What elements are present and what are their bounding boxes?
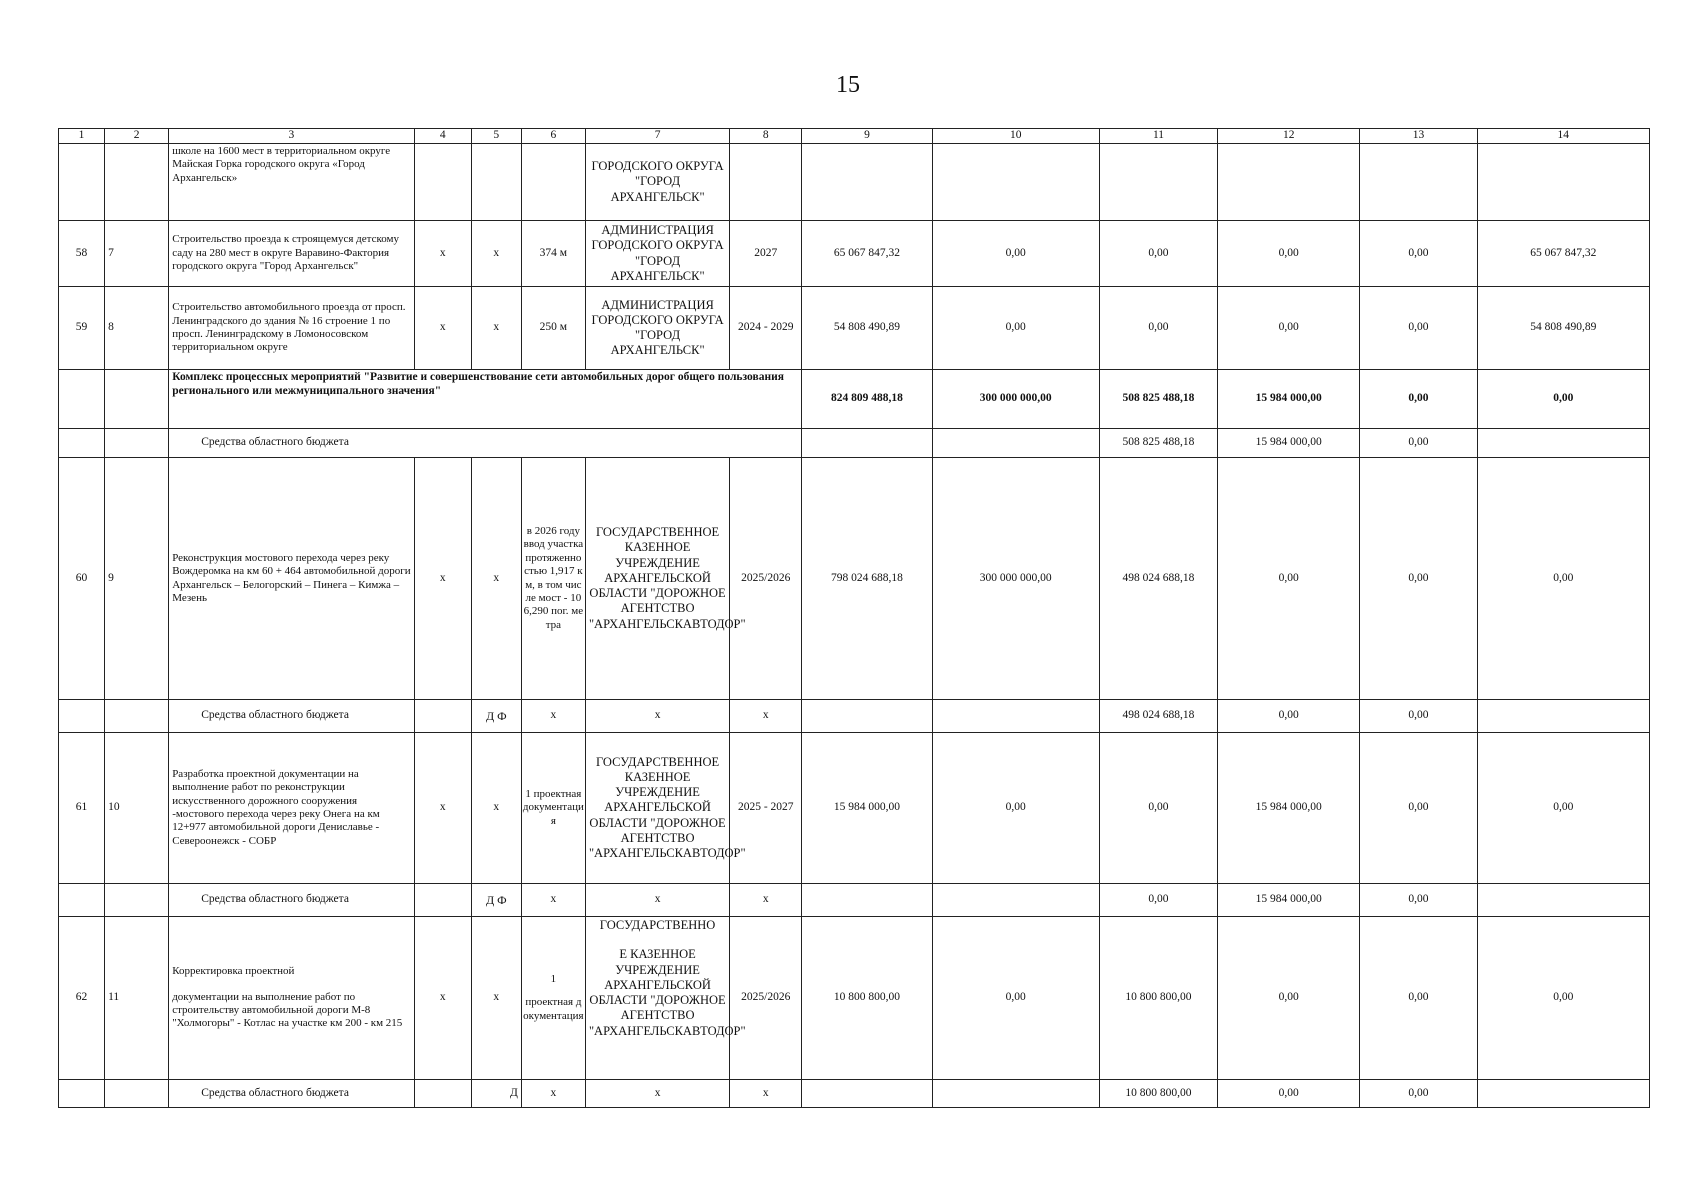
budget-row [59, 429, 1650, 458]
header-cell: 8 [730, 129, 802, 144]
header-cell: 12 [1218, 129, 1360, 144]
cell-x: х [521, 884, 585, 917]
amount-cell: 0,00 [1477, 733, 1649, 884]
amount-cell: 0,00 [1360, 287, 1477, 370]
budget-row [59, 884, 1650, 917]
result-cell: в 2026 году ввод участка протяженностью 1,917 км, в том числе мост - 106,290 пог. метра [521, 458, 585, 700]
table-row [59, 458, 1650, 700]
header-cell: 10 [932, 129, 1099, 144]
header-cell: 7 [585, 129, 729, 144]
table-row-continued [59, 144, 1650, 221]
cell-col4: х [414, 917, 471, 1080]
amount-cell: 0,00 [1360, 458, 1477, 700]
project-name-line: Корректировка проектной [172, 965, 295, 978]
budget-label: Средства областного бюджета [169, 700, 414, 733]
amount-cell: 0,00 [1360, 221, 1477, 287]
years-cell: 2025 - 2027 [730, 733, 802, 884]
funding-code: Д Ф [471, 700, 521, 733]
row-number: 61 [59, 733, 105, 884]
cell-col5: х [471, 733, 521, 884]
cell-col4: х [414, 221, 471, 287]
budget-row [59, 1080, 1650, 1108]
header-cell: 11 [1099, 129, 1217, 144]
amount-cell: 15 984 000,00 [1218, 884, 1360, 917]
amount-cell: 0,00 [932, 917, 1099, 1080]
amount-cell: 0,00 [932, 221, 1099, 287]
cell-col5: х [471, 458, 521, 700]
amount-cell: 0,00 [932, 733, 1099, 884]
header-cell: 4 [414, 129, 471, 144]
budget-label: Средства областного бюджета [169, 884, 414, 917]
cell-x: х [521, 1080, 585, 1108]
organization-rest: Е КАЗЕННОЕ УЧРЕЖДЕНИЕ АРХАНГЕЛЬСКОЙ ОБЛАСТИ "ДОРОЖНОЕ АГЕНТСТВО "АРХАНГЕЛЬСКАВТОДОР" [588, 947, 746, 1038]
cell-col5: х [471, 287, 521, 370]
complex-title: Комплекс процессных мероприятий "Развитие и совершенствование сети автомобильных дорог общего пользования регионального или межмуниципального значения" [169, 370, 802, 429]
amount-cell: 0,00 [1218, 221, 1360, 287]
amount-cell: 0,00 [1099, 884, 1217, 917]
total-cell: 15 984 000,00 [802, 733, 932, 884]
amount-cell: 0,00 [1218, 917, 1360, 1080]
organization [585, 917, 746, 1080]
sub-number: 11 [105, 917, 169, 1080]
cell-x: х [585, 1080, 729, 1108]
total-cell: 10 800 800,00 [802, 917, 932, 1080]
result-cell: 374 м [521, 221, 585, 287]
amount-cell: 0,00 [1360, 1080, 1477, 1108]
amount-cell: 0,00 [1477, 917, 1649, 1080]
row-number: 62 [59, 917, 105, 1080]
amount-cell: 15 984 000,00 [1218, 370, 1360, 429]
amount-cell: 0,00 [1360, 700, 1477, 733]
amount-cell: 0,00 [932, 287, 1099, 370]
cell-col4: х [414, 287, 471, 370]
amount-cell: 0,00 [1099, 221, 1217, 287]
years-cell: 2027 [730, 221, 802, 287]
project-name [169, 917, 414, 1080]
amount-cell: 15 984 000,00 [1218, 733, 1360, 884]
total-cell: 798 024 688,18 [802, 458, 932, 700]
project-name: школе на 1600 мест в территориальном округе Майская Горка городского округа «Город Архангельск» [169, 144, 414, 221]
amount-cell: 10 800 800,00 [1099, 917, 1217, 1080]
amount-cell: 0,00 [1360, 370, 1477, 429]
result-count: 1 [550, 972, 557, 985]
header-cell: 2 [105, 129, 169, 144]
budget-label: Средства областного бюджета [169, 429, 802, 458]
sub-number: 10 [105, 733, 169, 884]
years-cell: 2024 - 2029 [730, 287, 802, 370]
header-cell: 3 [169, 129, 414, 144]
years-cell: 2025/2026 [730, 917, 802, 1080]
amount-cell: 508 825 488,18 [1099, 429, 1217, 458]
amount-cell: 498 024 688,18 [1099, 458, 1217, 700]
project-name-rest: документации на выполнение работ по строительству автомобильной дороги М-8 "Холмогоры" - Котлас на участке км 200 - км 215 [172, 990, 403, 1030]
amount-cell: 10 800 800,00 [1099, 1080, 1217, 1108]
header-cell: 6 [521, 129, 585, 144]
cell-x: х [730, 700, 802, 733]
amount-cell: 0,00 [1360, 884, 1477, 917]
project-name: Разработка проектной документации на выполнение работ по реконструкции искусственного дорожного сооружения -мостового перехода через реку Онега на км 12+977 автомобильной дороги Дениславье - Североонежск - СОБР [169, 733, 414, 884]
amount-cell: 0,00 [1218, 1080, 1360, 1108]
project-name: Строительство проезда к строящемуся детскому саду на 280 мест в округе Варавино-Фактория городского округа "Город Архангельск" [169, 221, 414, 287]
cell-x: х [730, 1080, 802, 1108]
amount-cell: 300 000 000,00 [932, 458, 1099, 700]
budget-table [58, 128, 1650, 1108]
organization: ГОСУДАРСТВЕННОЕ КАЗЕННОЕ УЧРЕЖДЕНИЕ АРХАНГЕЛЬСКОЙ ОБЛАСТИ "ДОРОЖНОЕ АГЕНТСТВО "АРХАНГЕЛЬСКАВТОДОР" [585, 733, 729, 884]
cell-col4: х [414, 733, 471, 884]
organization: ГОСУДАРСТВЕННОЕ КАЗЕННОЕ УЧРЕЖДЕНИЕ АРХАНГЕЛЬСКОЙ ОБЛАСТИ "ДОРОЖНОЕ АГЕНТСТВО "АРХАНГЕЛЬСКАВТОДОР" [585, 458, 729, 700]
header-cell: 9 [802, 129, 932, 144]
result-cell [521, 917, 585, 1080]
cell-x: х [585, 884, 729, 917]
amount-cell: 0,00 [1360, 733, 1477, 884]
result-text: проектная документация [523, 996, 584, 1022]
funding-code: Д [471, 1080, 521, 1108]
sub-number: 8 [105, 287, 169, 370]
row-number: 58 [59, 221, 105, 287]
row-number: 60 [59, 458, 105, 700]
table-row [59, 917, 1650, 1080]
organization: АДМИНИСТРАЦИЯ ГОРОДСКОГО ОКРУГА "ГОРОД АРХАНГЕЛЬСК" [585, 221, 729, 287]
amount-cell: 0,00 [1477, 370, 1649, 429]
project-name: Строительство автомобильного проезда от просп. Ленинградского до здания № 16 строение 1 по просп. Ленинградскому в Ломоносовском территориальном округе [169, 287, 414, 370]
amount-cell: 0,00 [1099, 733, 1217, 884]
budget-row [59, 700, 1650, 733]
complex-row [59, 370, 1650, 429]
result-cell: 250 м [521, 287, 585, 370]
result-cell: 1 проектная документация [521, 733, 585, 884]
header-cell: 1 [59, 129, 105, 144]
header-cell: 5 [471, 129, 521, 144]
amount-cell: 15 984 000,00 [1218, 429, 1360, 458]
page-number: 15 [836, 72, 860, 98]
table-row [59, 733, 1650, 884]
cell-x: х [521, 700, 585, 733]
amount-cell: 498 024 688,18 [1099, 700, 1217, 733]
organization-line: ГОСУДАРСТВЕННО [599, 918, 716, 932]
table-row [59, 287, 1650, 370]
amount-cell: 0,00 [1099, 287, 1217, 370]
budget-label: Средства областного бюджета [169, 1080, 414, 1108]
cell-col4: х [414, 458, 471, 700]
header-row [59, 129, 1650, 144]
cell-x: х [585, 700, 729, 733]
amount-cell: 0,00 [1477, 458, 1649, 700]
organization: ГОРОДСКОГО ОКРУГА "ГОРОД АРХАНГЕЛЬСК" [585, 144, 729, 221]
amount-cell: 0,00 [1360, 917, 1477, 1080]
total-cell: 54 808 490,89 [802, 287, 932, 370]
cell-col5: х [471, 917, 521, 1080]
cell-col5: х [471, 221, 521, 287]
amount-cell: 0,00 [1360, 429, 1477, 458]
amount-cell: 54 808 490,89 [1477, 287, 1649, 370]
amount-cell: 508 825 488,18 [1099, 370, 1217, 429]
cell-x: х [730, 884, 802, 917]
total-cell: 824 809 488,18 [802, 370, 932, 429]
amount-cell: 0,00 [1218, 458, 1360, 700]
sub-number: 7 [105, 221, 169, 287]
header-cell: 14 [1477, 129, 1649, 144]
row-number: 59 [59, 287, 105, 370]
total-cell: 65 067 847,32 [802, 221, 932, 287]
organization: АДМИНИСТРАЦИЯ ГОРОДСКОГО ОКРУГА "ГОРОД АРХАНГЕЛЬСК" [585, 287, 729, 370]
sub-number: 9 [105, 458, 169, 700]
amount-cell: 300 000 000,00 [932, 370, 1099, 429]
header-cell: 13 [1360, 129, 1477, 144]
funding-code: Д Ф [471, 884, 521, 917]
amount-cell: 0,00 [1218, 287, 1360, 370]
amount-cell: 0,00 [1218, 700, 1360, 733]
table-row [59, 221, 1650, 287]
amount-cell: 65 067 847,32 [1477, 221, 1649, 287]
project-name: Реконструкция мостового перехода через реку Вождеромка на км 60 + 464 автомобильной дороги Архангельск – Белогорский – Пинега – Кимжа – Мезень [169, 458, 414, 700]
years-cell: 2025/2026 [730, 458, 802, 700]
